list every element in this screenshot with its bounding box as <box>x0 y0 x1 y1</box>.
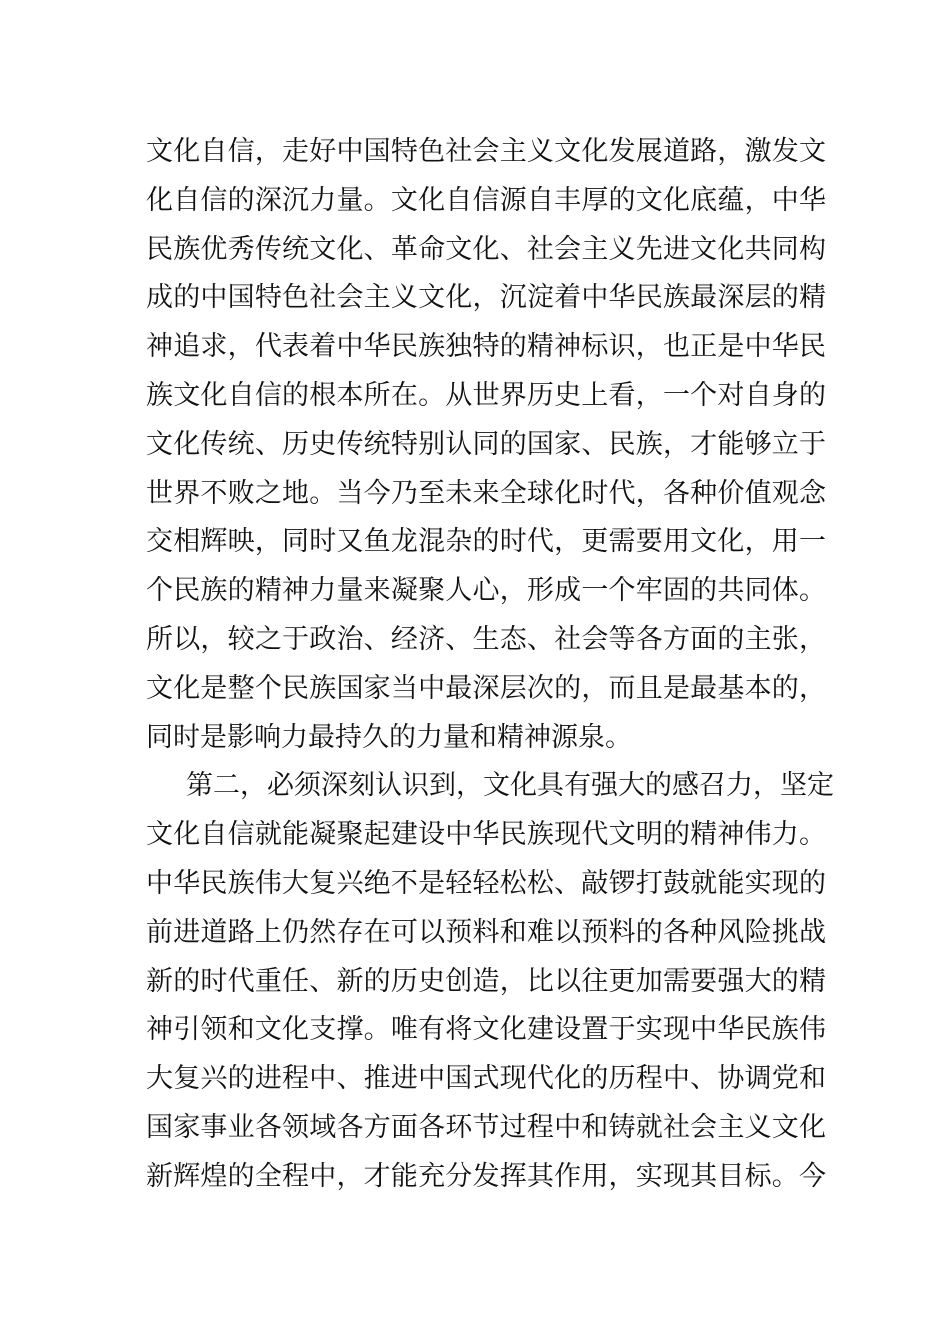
body-text <box>146 128 834 1202</box>
text-line: 文化自信，走好中国特色社会主义文化发展道路，激发文 <box>146 136 826 167</box>
paragraph-2 <box>146 762 834 1201</box>
text-line: 新的时代重任、新的历史创造，比以往更加需要强大的精 <box>146 965 826 997</box>
text-line: 大复兴的进程中、推进中国式现代化的历程中、协调党和 <box>146 1063 826 1095</box>
text-line: 新辉煌的全程中，才能充分发挥其作用，实现其目标。今 <box>146 1160 826 1192</box>
text-line: 成的中国特色社会主义文化，沉淀着中华民族最深层的精 <box>146 282 826 314</box>
text-line: 世界不败之地。当今乃至未来全球化时代，各种价值观念 <box>146 477 826 509</box>
text-line: 文化是整个民族国家当中最深层次的，而且是最基本的， <box>146 672 826 704</box>
paragraph-1 <box>146 128 826 762</box>
text-line: 族文化自信的根本所在。从世界历史上看，一个对自身的 <box>146 379 826 411</box>
text-line: 国家事业各领域各方面各环节过程中和铸就社会主义文化 <box>146 1111 826 1143</box>
text-line: 民族优秀传统文化、革命文化、社会主义先进文化共同构 <box>146 233 826 265</box>
text-line: 同时是影响力最持久的力量和精神源泉。 <box>146 721 632 753</box>
text-line: 前进道路上仍然存在可以预料和难以预料的各种风险挑战 <box>146 916 826 948</box>
text-line: 所以，较之于政治、经济、生态、社会等各方面的主张， <box>146 623 826 655</box>
text-line: 神追求，代表着中华民族独特的精神标识，也正是中华民 <box>146 331 826 363</box>
text-line: 神引领和文化支撑。唯有将文化建设置于实现中华民族伟 <box>146 1014 826 1046</box>
text-line: 个民族的精神力量来凝聚人心，形成一个牢固的共同体。 <box>146 575 826 607</box>
text-line: 文化传统、历史传统特别认同的国家、民族，才能够立于 <box>146 428 826 460</box>
text-line: 中华民族伟大复兴绝不是轻轻松松、敲锣打鼓就能实现的 <box>146 867 826 899</box>
text-line: 文化自信就能凝聚起建设中华民族现代文明的精神伟力。 <box>146 819 826 851</box>
text-line: 第二，必须深刻认识到，文化具有强大的感召力，坚定 <box>186 770 834 802</box>
text-line: 化自信的深沉力量。文化自信源自丰厚的文化底蕴，中华 <box>146 184 826 216</box>
text-line: 交相辉映，同时又鱼龙混杂的时代，更需要用文化，用一 <box>146 526 826 558</box>
